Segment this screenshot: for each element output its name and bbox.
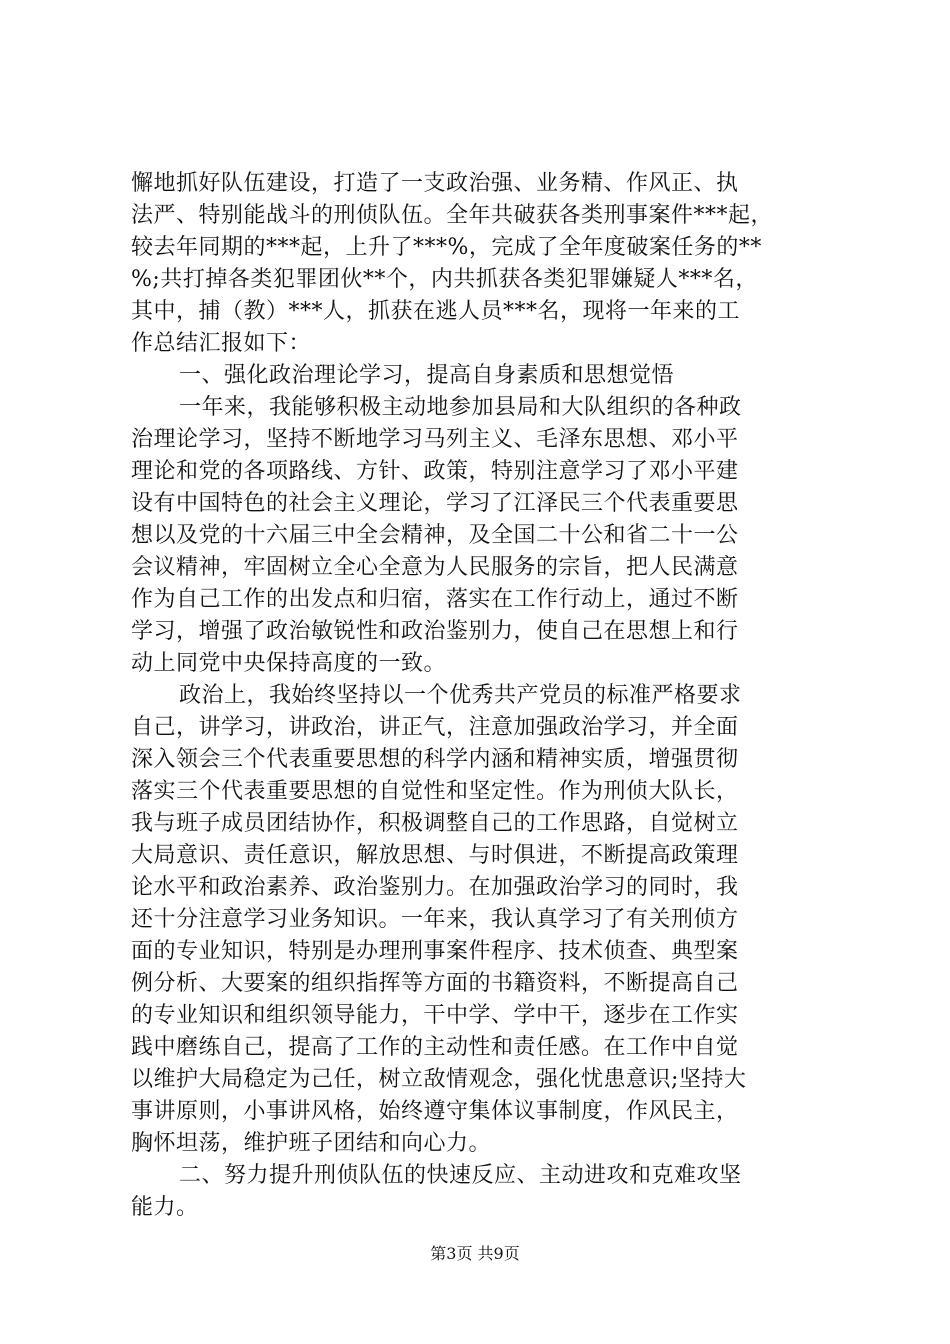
text-line: 一年来，我能够积极主动地参加县局和大队组织的各种政 (179, 395, 742, 420)
text-line: 较去年同期的***起，上升了***%，完成了全年度破案任务的** (131, 235, 762, 260)
text-line: 作总结汇报如下： (131, 331, 312, 356)
text-line: 例分析、大要案的组织指挥等方面的书籍资料，不断提高自己 (131, 971, 739, 996)
text-line: 论水平和政治素养、政治鉴别力。在加强政治学习的同时，我 (131, 875, 739, 900)
document-body (131, 168, 831, 1224)
text-line: 深入领会三个代表重要思想的科学内涵和精神实质，增强贯彻 (131, 747, 739, 772)
text-line: 法严、特别能战斗的刑侦队伍。全年共破获各类刑事案件***起， (131, 203, 774, 228)
text-line: 能力。 (131, 1195, 199, 1220)
text-line: 胸怀坦荡，维护班子团结和向心力。 (131, 1131, 492, 1156)
text-line: 我与班子成员团结协作，积极调整自己的工作思路，自觉树立 (131, 811, 739, 836)
text-line: 政治上，我始终坚持以一个优秀共产党员的标准严格要求 (179, 683, 742, 708)
text-line: 的专业知识和组织领导能力，干中学、学中干，逐步在工作实 (131, 1003, 739, 1028)
text-line: 还十分注意学习业务知识。一年来，我认真学习了有关刑侦方 (131, 907, 739, 932)
text-line: 一、强化政治理论学习，提高自身素质和思想觉悟 (179, 363, 675, 388)
text-line: 作为自己工作的出发点和归宿，落实在工作行动上，通过不断 (131, 587, 739, 612)
text-line: 会议精神，牢固树立全心全意为人民服务的宗旨，把人民满意 (131, 555, 739, 580)
text-line: 想以及党的十六届三中全会精神，及全国二十公和省二十一公 (131, 523, 739, 548)
text-line: 面的专业知识，特别是办理刑事案件程序、技术侦查、典型案 (131, 939, 739, 964)
text-line: %;共打掉各类犯罪团伙**个，内共抓获各类犯罪嫌疑人***名， (131, 267, 758, 292)
text-line: 自己，讲学习，讲政治，讲正气，注意加强政治学习，并全面 (131, 715, 739, 740)
text-line: 学习，增强了政治敏锐性和政治鉴别力，使自己在思想上和行 (131, 619, 739, 644)
text-line: 懈地抓好队伍建设，打造了一支政治强、业务精、作风正、执 (131, 171, 739, 196)
text-line: 以维护大局稳定为己任，树立敌情观念，强化忧患意识;坚持大 (131, 1067, 747, 1092)
text-line: 二、努力提升刑侦队伍的快速反应、主动进攻和克难攻坚 (179, 1163, 742, 1188)
text-line: 落实三个代表重要思想的自觉性和坚定性。作为刑侦大队长， (131, 779, 739, 804)
text-line: 大局意识、责任意识，解放思想、与时俱进，不断提高政策理 (131, 843, 739, 868)
text-line: 动上同党中央保持高度的一致。 (131, 651, 447, 676)
text-line: 设有中国特色的社会主义理论，学习了江泽民三个代表重要思 (131, 491, 739, 516)
text-line: 践中磨练自己，提高了工作的主动性和责任感。在工作中自觉 (131, 1035, 739, 1060)
text-line: 其中，捕（教）***人，抓获在逃人员***名，现将一年来的工 (131, 299, 741, 324)
text-line: 治理论学习，坚持不断地学习马列主义、毛泽东思想、邓小平 (131, 427, 739, 452)
page-number-footer: 第3页 共9页 (430, 1244, 520, 1263)
text-line: 事讲原则，小事讲风格，始终遵守集体议事制度，作风民主， (131, 1099, 739, 1124)
text-line: 理论和党的各项路线、方针、政策，特别注意学习了邓小平建 (131, 459, 739, 484)
